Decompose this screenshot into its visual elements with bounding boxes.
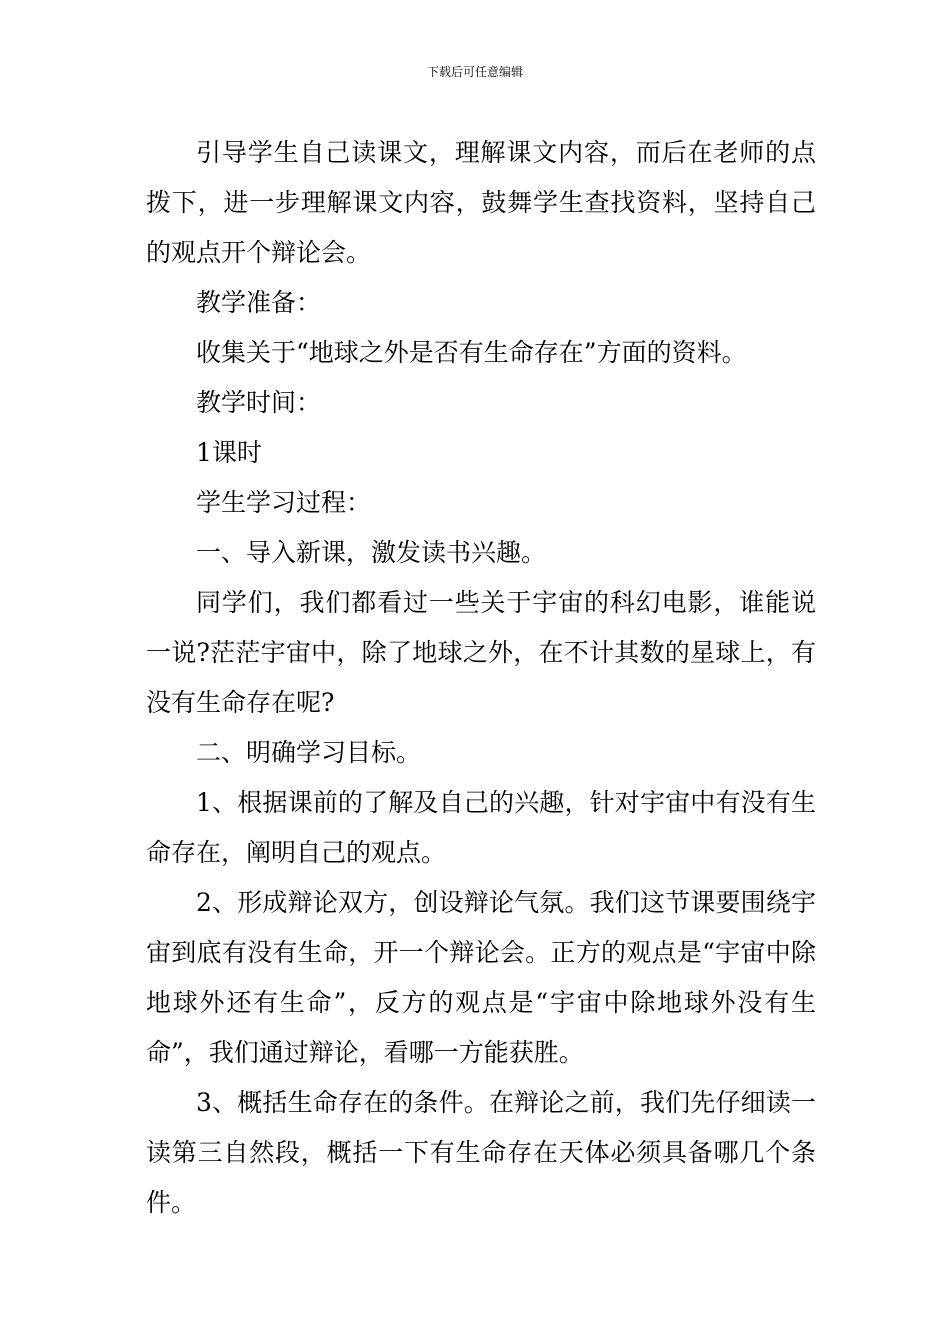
paragraph-preparation: 收集关于“地球之外是否有生命存在”方面的资料。: [196, 338, 747, 367]
list-item-3: 3、概括生命存在的条件。在辩论之前，我们先仔细读一读第三自然段，概括一下有生命存在天体必须具备哪几个条件。: [146, 1088, 816, 1217]
paragraph-section-1: 同学们，我们都看过一些关于宇宙的科幻电影，谁能说一说?茫茫宇宙中，除了地球之外，在不计其数的星球上，有没有生命存在呢?: [146, 588, 816, 717]
section-heading-1: 一、导入新课，激发读书兴趣。: [196, 538, 547, 567]
list-item-2: 2、形成辩论双方，创设辩论气氛。我们这节课要围绕宇宙到底有没有生命，开一个辩论会。正方的观点是“宇宙中除地球外还有生命”，反方的观点是“宇宙中除地球外没有生命”，我们通过辩论，看哪一方能获胜。: [146, 888, 816, 1067]
heading-learning-process: 学生学习过程：: [196, 488, 372, 517]
section-heading-2: 二、明确学习目标。: [196, 738, 422, 767]
paragraph-time: 1课时: [196, 438, 262, 467]
page-header: 下载后可任意编辑: [426, 65, 523, 79]
heading-teaching-time: 教学时间：: [196, 388, 322, 417]
paragraph-intro: 引导学生自己读课文，理解课文内容，而后在老师的点拨下，进一步理解课文内容，鼓舞学生查找资料，坚持自己的观点开个辩论会。: [146, 138, 816, 267]
document-body: [146, 128, 816, 1228]
list-item-1: 1、根据课前的了解及自己的兴趣，针对宇宙中有没有生命存在，阐明自己的观点。: [146, 788, 816, 867]
heading-teaching-preparation: 教学准备：: [196, 288, 322, 317]
